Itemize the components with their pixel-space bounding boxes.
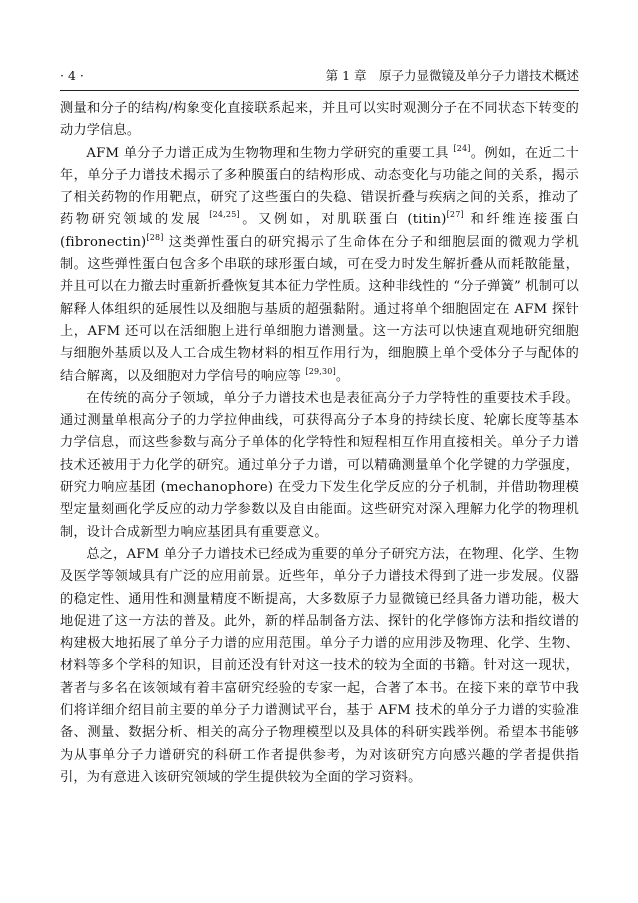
page-number: · 4 ·	[60, 68, 84, 83]
paragraph-text: 和纤维连接蛋白 (fibronectin)	[60, 212, 580, 250]
paragraph-polymer-field	[60, 388, 579, 544]
paragraph-text: 总之，AFM 单分子力谱技术已经成为重要的单分子研究方法，在物理、化学、生物及医学等领域具有广泛的应用前景。近些年，单分子力谱技术得到了进一步发展。仪器的稳定性、通用性和测量精度不断提高，大多数原子力显微镜已经具备力谱功能，极大地促进了这一方法的普及。此外，新的样品制备方法、探针的化学修饰方法和指纹谱的构建极大地拓展了单分子力谱的应用范围。单分子力谱的应用涉及物理、化学、生物、材料等多个学科的知识，目前还没有针对这一技术的较为全面的书籍。针对这一现状，著者与多名在该领域有着丰富研究经验的专家一起，合著了本书。在接下来的章节中我们将详细介绍目前主要的单分子力谱测试平台，基于 AFM 技术的单分子力谱的实验准备、测量、数据分析、相关的高分子物理模型以及具体的科研实践举例。希望本书能够为从事单分子力谱研究的科研工作者提供参考，为对该研究方向感兴趣的学者提供指引，为有意进入该研究领域的学生提供较为全面的学习资料。	[60, 546, 579, 785]
citation-superscript: [27]	[446, 210, 464, 220]
paragraph-text: 在传统的高分子领域，单分子力谱技术也是表征高分子力学特性的重要技术手段。通过测量单根高分子的力学拉伸曲线，可获得高分子本身的持续长度、轮廓长度等基本力学信息，而这些参数与高分子单体的化学特性和短程相互作用直接相关。单分子力谱技术还被用于力化学的研究。通过单分子力谱，可以精确测量单个化学键的力学强度，研究力响应基团 (mechanophore) 在受力下发生化学反应的分子机制，并借助物理模型定量刻画化学反应的动力学参数以及自由能面。这些研究对深入理解力化学的物理机制，设计合成新型力响应基团具有重要意义。	[60, 390, 579, 540]
paragraph-text: 。又例如，对肌联蛋白 (titin)	[239, 212, 447, 228]
citation-superscript: [28]	[146, 232, 164, 242]
paragraph-afm-biophysics	[60, 143, 579, 388]
citation-superscript: [24]	[453, 143, 471, 153]
citation-superscript: [29,30]	[305, 366, 336, 376]
header-rule	[60, 90, 579, 91]
paragraph-text: 。例如，在近二十年，单分子力谱技术揭示了多种膜蛋白的结构形成、动态变化与功能之间的关系，揭示了相关药物的作用靶点，研究了这些蛋白的失稳、错误折叠与疾病之间的关系，推动了药物研究领域的发展	[60, 145, 579, 228]
body-text	[60, 98, 579, 789]
paragraph-text: 测量和分子的结构/构象变化直接联系起来，并且可以实时观测分子在不同状态下转变的动力学信息。	[60, 101, 579, 139]
paragraph-text: 。	[335, 368, 350, 384]
paragraph-continuation	[60, 98, 579, 143]
chapter-title: 第 1 章 原子力显微镜及单分子力谱技术概述	[325, 68, 579, 83]
running-header	[60, 66, 579, 86]
paragraph-text: 这类弹性蛋白的研究揭示了生命体在分子和细胞层面的微观力学机制。这些弹性蛋白包含多个串联的球形蛋白域，可在受力时发生解折叠从而耗散能量，并且可以在力撤去时重新折叠恢复其本征力学性质。这种非线性的 “分子弹簧” 机制可以解释人体组织的延展性以及细胞与基质的超强黏附。通过将单个细胞固定在 AFM 探针上，AFM 还可以在活细胞上进行单细胞力谱测量。这一方法可以快速直观地研究细胞与细胞外基质以及人工合成生物材料的相互作用行为，细胞膜上单个受体分子与配体的结合解离，以及细胞对力学信号的响应等	[60, 234, 579, 384]
paragraph-summary	[60, 544, 579, 789]
citation-superscript: [24,25]	[209, 210, 240, 220]
paragraph-text: AFM 单分子力谱正成为生物物理和生物力学研究的重要工具	[86, 145, 454, 161]
